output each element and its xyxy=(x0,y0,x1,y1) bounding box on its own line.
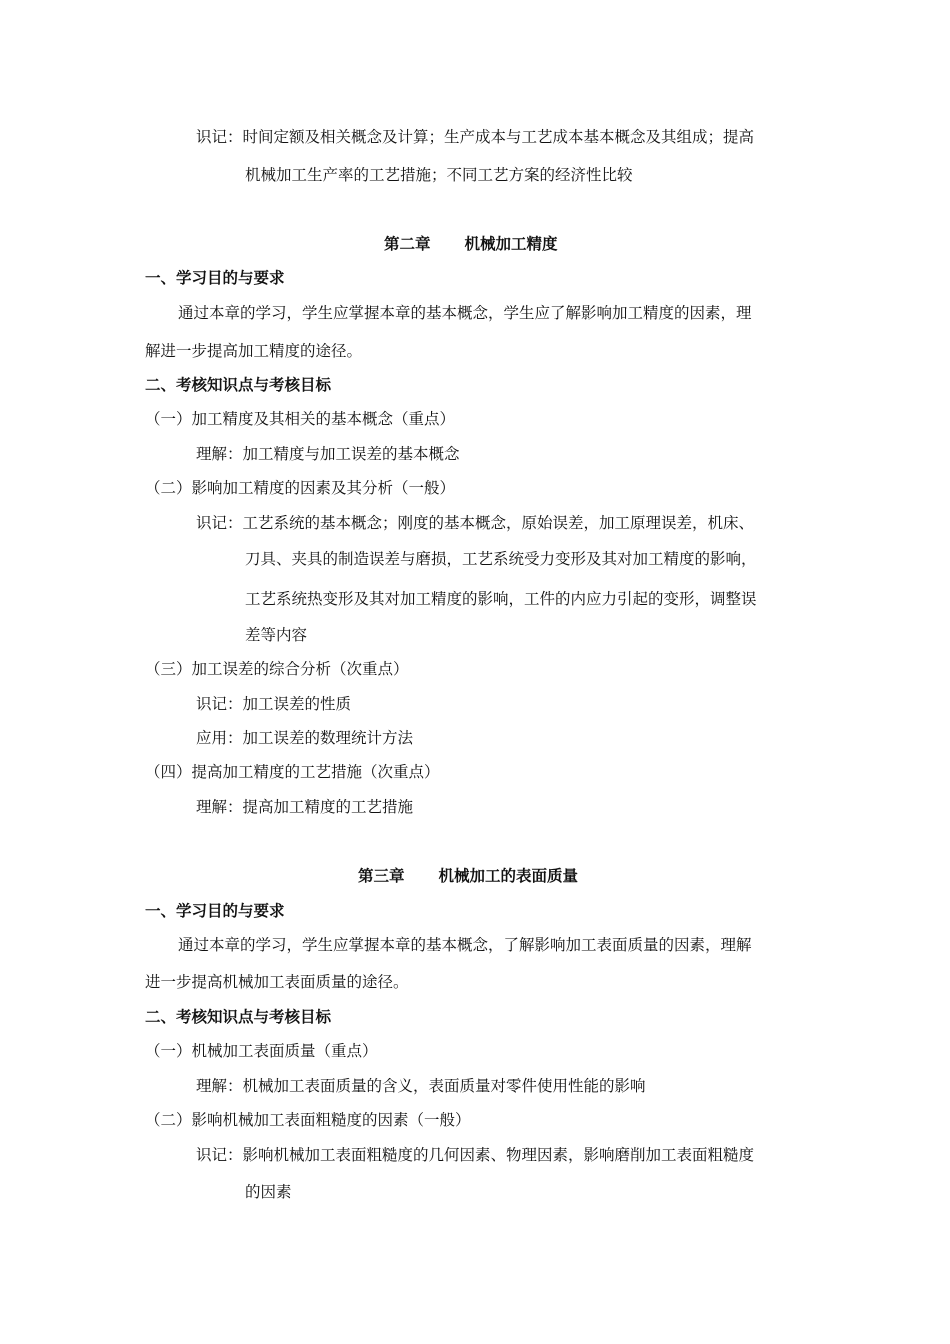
ch3-section1-para-line1: 通过本章的学习，学生应掌握本章的基本概念，了解影响加工表面质量的因素，理解 xyxy=(178,936,752,954)
ch3-item2-recall-line2: 的因素 xyxy=(245,1183,292,1201)
ch2-item2-recall-line4: 差等内容 xyxy=(245,626,308,644)
ch2-item2-recall-line3: 工艺系统热变形及其对加工精度的影响，工件的内应力引起的变形，调整误 xyxy=(245,590,757,608)
ch2-item3-recall: 识记：加工误差的性质 xyxy=(196,695,352,713)
recall-time-quota-line1: 识记：时间定额及相关概念及计算；生产成本与工艺成本基本概念及其组成；提高 xyxy=(196,128,755,146)
chapter3-number: 第三章 xyxy=(358,867,405,885)
chapter2-title: 机械加工精度 xyxy=(464,235,558,253)
chapter3-title: 机械加工的表面质量 xyxy=(438,867,579,885)
ch2-section1-heading: 一、学习目的与要求 xyxy=(145,269,285,287)
ch2-section1-para-line2: 解进一步提高加工精度的途径。 xyxy=(145,342,363,360)
ch2-item3-apply: 应用：加工误差的数理统计方法 xyxy=(196,729,414,747)
recall-time-quota-line2: 机械加工生产率的工艺措施；不同工艺方案的经济性比较 xyxy=(245,166,633,184)
ch2-item4-understand: 理解：提高加工精度的工艺措施 xyxy=(196,798,414,816)
ch2-item3-title: （三）加工误差的综合分析（次重点） xyxy=(145,660,409,678)
ch3-item1-understand: 理解：机械加工表面质量的含义，表面质量对零件使用性能的影响 xyxy=(196,1077,646,1095)
ch3-section1-heading: 一、学习目的与要求 xyxy=(145,902,285,920)
ch3-item2-recall-line1: 识记：影响机械加工表面粗糙度的几何因素、物理因素，影响磨削加工表面粗糙度 xyxy=(196,1146,755,1164)
ch2-item2-recall-line1: 识记：工艺系统的基本概念；刚度的基本概念，原始误差，加工原理误差，机床、 xyxy=(196,514,755,532)
ch2-item1-title: （一）加工精度及其相关的基本概念（重点） xyxy=(145,410,456,428)
chapter3-heading xyxy=(358,866,578,886)
ch3-item2-title: （二）影响机械加工表面粗糙度的因素（一般） xyxy=(145,1111,471,1129)
ch3-section1-para-line2: 进一步提高机械加工表面质量的途径。 xyxy=(145,973,409,991)
ch2-item2-recall-line2: 刀具、夹具的制造误差与磨损，工艺系统受力变形及其对加工精度的影响， xyxy=(245,550,757,568)
ch2-item2-title: （二）影响加工精度的因素及其分析（一般） xyxy=(145,479,456,497)
ch2-section2-heading: 二、考核知识点与考核目标 xyxy=(145,376,332,394)
chapter2-heading xyxy=(384,234,558,254)
chapter2-number: 第二章 xyxy=(384,235,431,253)
ch2-item4-title: （四）提高加工精度的工艺措施（次重点） xyxy=(145,763,440,781)
ch2-item1-understand: 理解：加工精度与加工误差的基本概念 xyxy=(196,445,460,463)
ch3-item1-title: （一）机械加工表面质量（重点） xyxy=(145,1042,378,1060)
ch3-section2-heading: 二、考核知识点与考核目标 xyxy=(145,1008,332,1026)
ch2-section1-para-line1: 通过本章的学习，学生应掌握本章的基本概念，学生应了解影响加工精度的因素，理 xyxy=(178,304,752,322)
